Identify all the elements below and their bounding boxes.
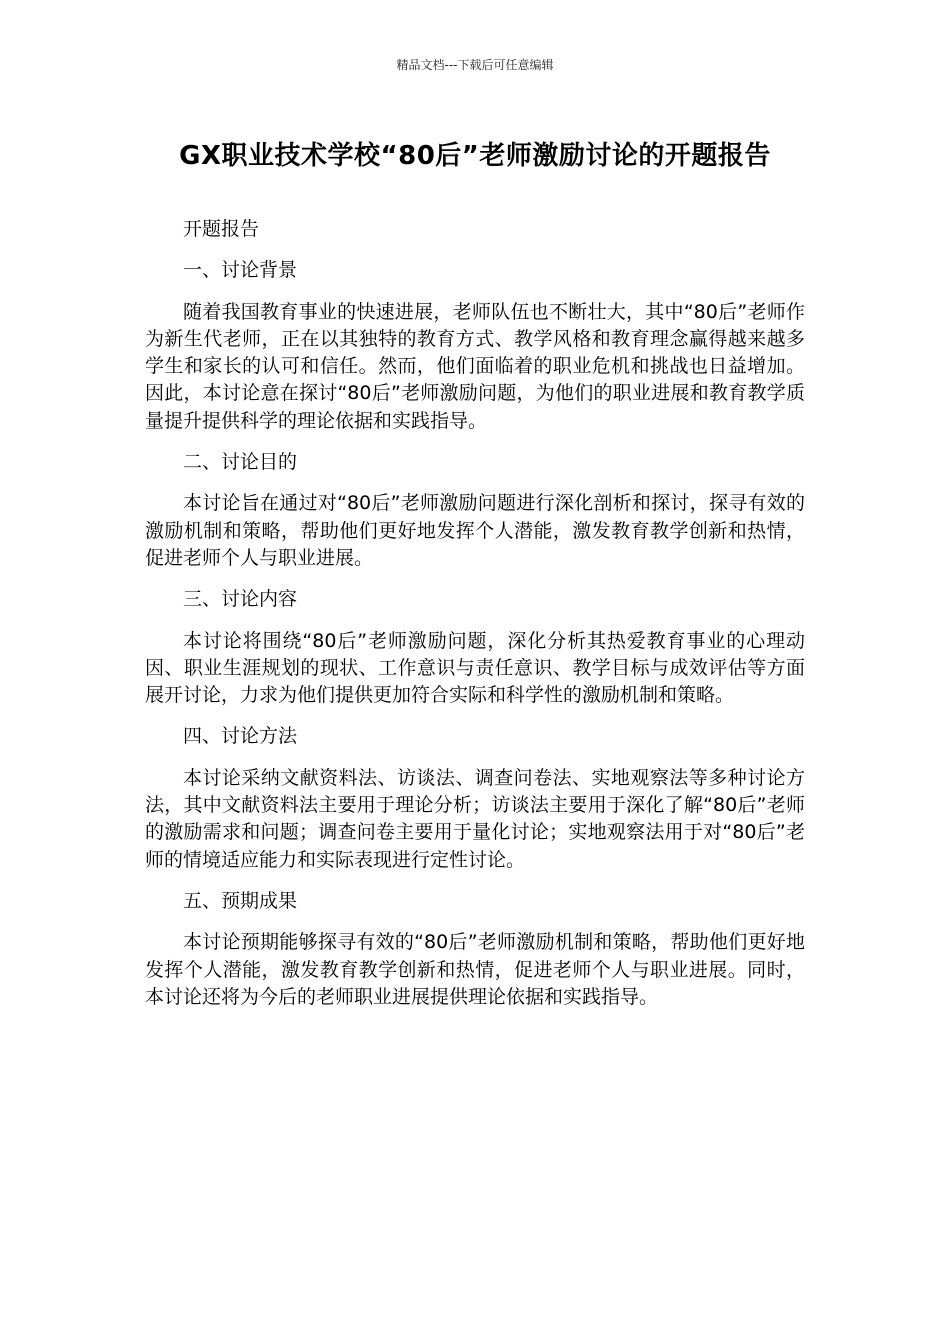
running-header: 精品文档---下载后可任意编辑 [396,58,554,72]
report-label: 开题报告 [183,218,260,240]
section-paragraph-purpose: 本讨论旨在通过对“80后”老师激励问题进行深化剖析和探讨，探寻有效的激励机制和策略，帮助他们更好地发挥个人潜能，激发教育教学创新和热情，促进老师个人与职业进展。 [145,492,805,569]
section-heading-methods: 四、讨论方法 [183,725,298,748]
section-heading-purpose: 二、讨论目的 [183,451,298,474]
section-paragraph-background: 随着我国教育事业的快速进展，老师队伍也不断壮大，其中“80后”老师作为新生代老师，正在以其独特的教育方式、教学风格和教育理念赢得越来越多学生和家长的认可和信任。然而，他们面临着的职业危机和挑战也日益增加。因此，本讨论意在探讨“80后”老师激励问题，为他们的职业进展和教育教学质量提升提供科学的理论依据和实践指导。 [145,300,805,432]
section-heading-content: 三、讨论内容 [183,588,298,611]
section-paragraph-methods: 本讨论采纳文献资料法、访谈法、调查问卷法、实地观察法等多种讨论方法，其中文献资料法主要用于理论分析；访谈法主要用于深化了解“80后”老师的激励需求和问题；调查问卷主要用于量化讨论；实地观察法用于对“80后”老师的情境适应能力和实际表现进行定性讨论。 [145,766,805,871]
section-heading-background: 一、讨论背景 [183,259,298,282]
section-heading-expected-results: 五、预期成果 [183,889,298,912]
section-paragraph-expected-results: 本讨论预期能够探寻有效的“80后”老师激励机制和策略，帮助他们更好地发挥个人潜能，激发教育教学创新和热情，促进老师个人与职业进展。同时，本讨论还将为今后的老师职业进展提供理论依据和实践指导。 [145,931,805,1008]
document-title: GX职业技术学校“80后”老师激励讨论的开题报告 [179,141,771,171]
document-body [145,216,805,1025]
section-paragraph-content: 本讨论将围绕“80后”老师激励问题，深化分析其热爱教育事业的心理动因、职业生涯规划的现状、工作意识与责任意识、教学目标与成效评估等方面展开讨论，力求为他们提供更加符合实际和科学性的激励机制和策略。 [145,629,805,707]
